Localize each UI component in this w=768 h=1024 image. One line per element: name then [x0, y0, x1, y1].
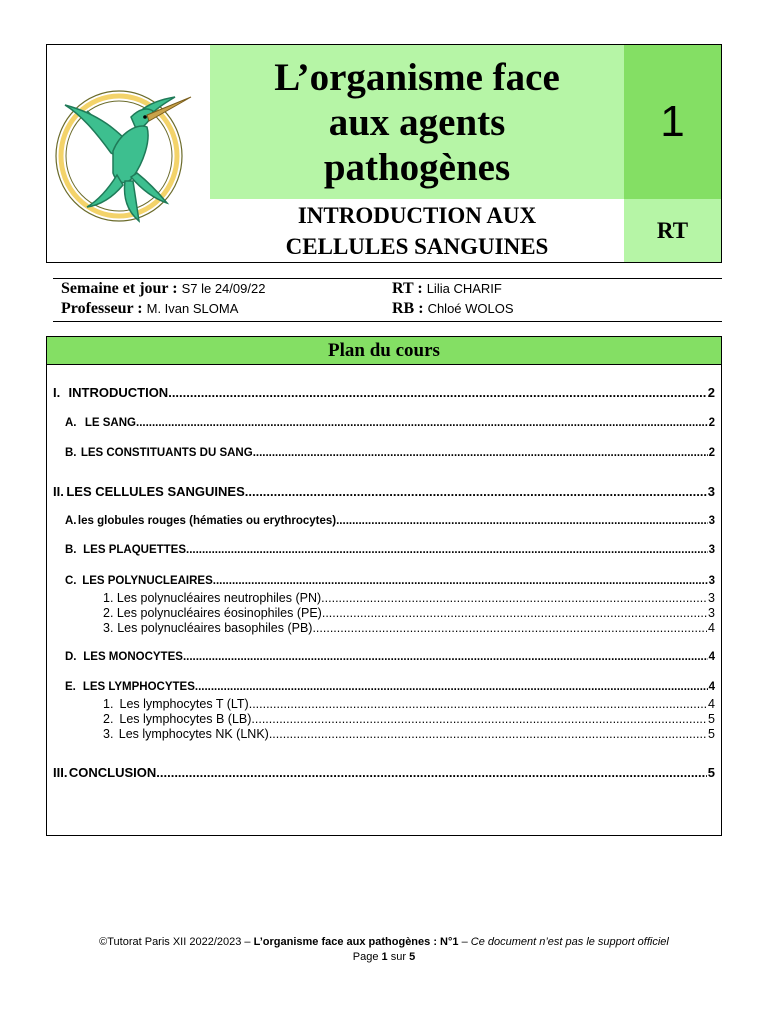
- toc-entry[interactable]: [53, 385, 715, 401]
- toc-number: 1.: [103, 591, 114, 605]
- toc-text: LES CONSTITUANTS DU SANG: [80, 447, 253, 459]
- toc-page: 3: [708, 606, 715, 620]
- toc-number: C.: [65, 575, 77, 587]
- toc-text: LES CELLULES SANGUINES: [66, 484, 245, 499]
- toc-number: 1.: [103, 697, 114, 711]
- toc-leader: [156, 765, 707, 780]
- toc-text: LES MONOCYTES: [83, 651, 183, 663]
- toc-page: 3: [708, 575, 715, 587]
- professeur-row: [61, 300, 238, 320]
- toc-leader: [186, 544, 708, 556]
- toc-number: III.: [53, 765, 68, 780]
- toc-page: 3: [708, 515, 715, 527]
- rt-label: RT :: [392, 280, 423, 297]
- subtitle-line-1: INTRODUCTION AUX: [297, 202, 537, 228]
- toc-text: les globules rouges (hématies ou erythrocytes): [77, 515, 337, 527]
- document-title: [274, 55, 560, 190]
- subtitle-line-2: CELLULES SANGUINES: [285, 233, 549, 259]
- document-subtitle: [286, 200, 549, 262]
- toc-leader: [213, 575, 708, 587]
- toc-page: 3: [707, 484, 715, 499]
- toc-page: 2: [707, 385, 715, 400]
- toc-number: A.: [65, 515, 77, 527]
- toc-entry[interactable]: [65, 575, 715, 591]
- toc-entry[interactable]: [103, 621, 715, 637]
- title-line-2: aux agents: [328, 100, 506, 144]
- toc-entry[interactable]: [103, 591, 715, 607]
- rb-value: Chloé WOLOS: [427, 301, 514, 316]
- toc-leader: [321, 591, 707, 605]
- toc-text: Les polynucléaires basophiles (PB): [117, 621, 313, 635]
- toc-page: 4: [708, 651, 715, 663]
- toc-number: D.: [65, 651, 77, 663]
- title-cell: [210, 45, 625, 200]
- toc-number: E.: [65, 681, 76, 693]
- toc-page: 5: [707, 765, 715, 780]
- toc-number: A.: [65, 417, 77, 429]
- page-prefix: Page: [352, 951, 379, 963]
- toc-text: Les polynucléaires éosinophiles (PE): [116, 606, 322, 620]
- toc-entry[interactable]: [103, 606, 715, 622]
- toc-leader: [251, 712, 707, 726]
- toc-entry[interactable]: [103, 712, 715, 728]
- toc-text: LES PLAQUETTES: [83, 544, 187, 556]
- document-number: 1: [660, 97, 685, 146]
- toc-text: CONCLUSION: [68, 765, 157, 780]
- toc-text: Les lymphocytes T (LT): [119, 697, 249, 711]
- toc-page: 3: [708, 544, 715, 556]
- toc-number: B.: [65, 544, 77, 556]
- toc-leader: [195, 681, 708, 693]
- toc-text: Les lymphocytes NK (LNK): [118, 727, 269, 741]
- toc-text: INTRODUCTION: [68, 385, 169, 400]
- subtitle-cell: [210, 199, 625, 262]
- toc-number: II.: [53, 484, 64, 499]
- toc-entry[interactable]: [103, 727, 715, 743]
- toc-number: B.: [65, 447, 77, 459]
- title-line-3: pathogènes: [323, 145, 511, 189]
- plan-header: [47, 337, 721, 365]
- toc-entry[interactable]: [65, 447, 715, 463]
- toc-page: 4: [708, 621, 715, 635]
- toc-leader: [183, 651, 708, 663]
- toc-leader: [269, 727, 707, 741]
- document-header: [46, 44, 722, 263]
- plan-title: Plan du cours: [328, 339, 440, 361]
- toc-leader: [249, 697, 707, 711]
- rb-label: RB :: [392, 300, 424, 317]
- toc-page: 2: [708, 417, 715, 429]
- toc-number: 2.: [103, 712, 114, 726]
- toc-page: 4: [708, 681, 715, 693]
- toc-text: LES LYMPHOCYTES: [82, 681, 195, 693]
- page-current: 1: [381, 951, 388, 963]
- semaine-label: Semaine et jour :: [61, 280, 178, 297]
- rt-row: [392, 280, 502, 300]
- page-number: [0, 951, 768, 963]
- toc-entry[interactable]: [65, 651, 715, 667]
- toc-entry[interactable]: [53, 484, 715, 500]
- toc-entry[interactable]: [103, 697, 715, 713]
- toc-text: Les polynucléaires neutrophiles (PN): [116, 591, 322, 605]
- toc-text: Les lymphocytes B (LB): [119, 712, 252, 726]
- toc-leader: [168, 385, 707, 400]
- number-cell: [624, 45, 721, 200]
- toc-page: 5: [708, 727, 715, 741]
- toc-leader: [253, 447, 708, 459]
- professeur-value: M. Ivan SLOMA: [146, 301, 239, 316]
- toc-number: 3.: [103, 621, 114, 635]
- toc-leader: [336, 515, 707, 527]
- title-line-1: L’organisme face: [274, 55, 560, 99]
- toc-page: 5: [708, 712, 715, 726]
- toc-leader: [245, 484, 707, 499]
- toc-leader: [322, 606, 707, 620]
- document-tag: RT: [656, 217, 689, 243]
- logo-cell: [47, 45, 211, 262]
- professeur-label: Professeur :: [61, 300, 143, 317]
- toc-page: 3: [708, 591, 715, 605]
- toc-entry[interactable]: [53, 765, 715, 781]
- toc-page: 2: [708, 447, 715, 459]
- toc-page: 4: [708, 697, 715, 711]
- toc-leader: [136, 417, 708, 429]
- rt-value: Lilia CHARIF: [426, 281, 502, 296]
- plan-du-cours: [46, 336, 722, 836]
- toc-text: LES POLYNUCLEAIRES: [82, 575, 213, 587]
- toc-entry[interactable]: [65, 417, 715, 433]
- rb-row: [392, 300, 514, 320]
- toc-number: 2.: [103, 606, 114, 620]
- semaine-row: [61, 280, 265, 300]
- toc-entry[interactable]: [65, 515, 715, 531]
- toc-number: I.: [53, 385, 61, 400]
- toc-entry[interactable]: [65, 544, 715, 560]
- page-total: 5: [409, 951, 416, 963]
- toc-entry[interactable]: [65, 681, 715, 697]
- toc-text: LE SANG: [84, 417, 136, 429]
- semaine-value: S7 le 24/09/22: [181, 281, 266, 296]
- footer-line: [0, 936, 768, 948]
- toc-leader: [312, 621, 707, 635]
- footer-doc-title: L’organisme face aux pathogènes : N°1: [253, 936, 459, 948]
- footer-disclaimer: Ce document n’est pas le support officiel: [470, 936, 669, 948]
- toc-number: 3.: [103, 727, 114, 741]
- info-block: [53, 278, 722, 322]
- footer-dash: –: [461, 936, 468, 948]
- tutorat-logo: [47, 45, 210, 262]
- tag-cell: [624, 199, 721, 262]
- footer-copyright: ©Tutorat Paris XII 2022/2023 –: [99, 936, 251, 948]
- page-sep: sur: [390, 951, 407, 963]
